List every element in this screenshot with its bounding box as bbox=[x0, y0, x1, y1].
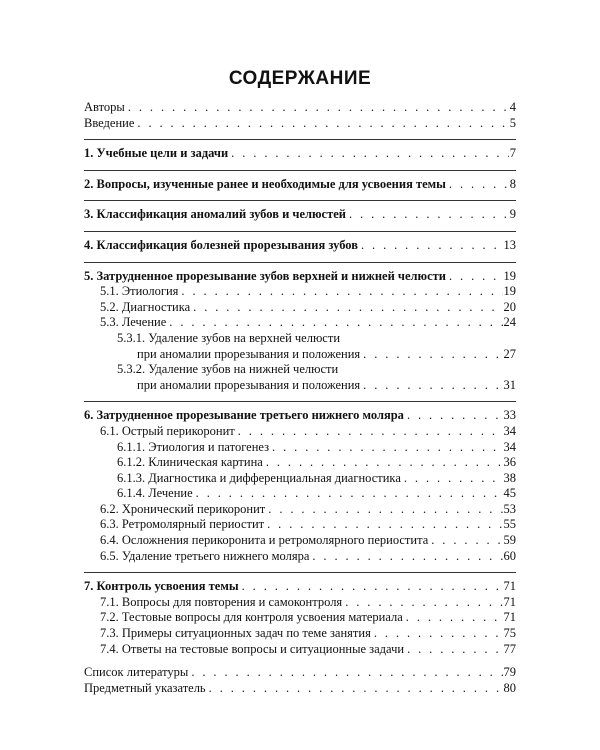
toc-page-number: 13 bbox=[503, 237, 516, 252]
toc-page-number: 53 bbox=[503, 501, 516, 516]
toc-section-4 bbox=[84, 231, 516, 254]
leader-dots bbox=[363, 347, 502, 363]
toc-entry-subsubsection bbox=[84, 471, 516, 487]
leader-dots bbox=[242, 579, 503, 595]
leader-dots bbox=[238, 424, 503, 440]
toc-section-1 bbox=[84, 139, 516, 162]
leader-dots bbox=[266, 455, 503, 471]
toc-entry-subsubsection bbox=[84, 347, 516, 363]
leader-dots bbox=[272, 440, 502, 456]
leader-dots bbox=[137, 116, 508, 132]
toc-entry-subsubsection bbox=[84, 440, 516, 456]
toc-label: 6.1. Острый перикоронит bbox=[100, 423, 235, 438]
toc-entry-subsubsection-title: 5.3.1. Удаление зубов на верхней челюсти bbox=[117, 330, 341, 345]
toc-label: 6.1.2. Клиническая картина bbox=[117, 455, 263, 470]
toc-page-number: 9 bbox=[509, 207, 516, 222]
toc-label: 2. Вопросы, изученные ранее и необходимые для усвоения темы bbox=[84, 176, 446, 191]
toc-entry-subsection bbox=[84, 300, 516, 316]
leader-dots bbox=[349, 207, 509, 223]
toc-page-number: 75 bbox=[503, 626, 516, 641]
toc-entry-subsection bbox=[84, 517, 516, 533]
toc-label: 5.2. Диагностика bbox=[100, 299, 191, 314]
toc-page-number: 36 bbox=[503, 455, 516, 470]
leader-dots bbox=[404, 471, 503, 487]
toc-label: Предметный указатель bbox=[84, 680, 206, 695]
leader-dots bbox=[374, 626, 503, 642]
toc-label-continuation: при аномалии прорезывания и положения bbox=[137, 377, 361, 392]
toc-page-number: 34 bbox=[503, 423, 516, 438]
toc-section-5 bbox=[84, 262, 516, 394]
toc-page-number: 77 bbox=[503, 641, 516, 656]
toc-entry-subsection bbox=[84, 284, 516, 300]
toc-page-number: 71 bbox=[503, 594, 516, 609]
leader-dots bbox=[128, 100, 509, 116]
toc-entry-section bbox=[84, 408, 516, 424]
leader-dots bbox=[191, 665, 502, 681]
leader-dots bbox=[209, 681, 503, 697]
toc-entry-authors bbox=[84, 100, 516, 116]
toc-page-number: 33 bbox=[503, 408, 516, 423]
toc-entry-section bbox=[84, 238, 516, 254]
toc-page-number: 19 bbox=[503, 268, 516, 283]
toc-label: 7.1. Вопросы для повторения и самоконтроля bbox=[100, 594, 343, 609]
toc-label: 5.3. Лечение bbox=[100, 315, 167, 330]
toc-label-continuation: при аномалии прорезывания и положения bbox=[137, 346, 361, 361]
toc-label: 6.1.1. Этиология и патогенез bbox=[117, 439, 270, 454]
toc-label: 6.4. Осложнения перикоронита и ретромолярного периостита bbox=[100, 533, 429, 548]
leader-dots bbox=[196, 486, 503, 502]
toc-entry-subsection bbox=[84, 610, 516, 626]
leader-dots bbox=[267, 517, 502, 533]
toc-label: 5. Затрудненное прорезывание зубов верхней и нижней челюсти bbox=[84, 268, 446, 283]
toc-entry-subsection bbox=[84, 549, 516, 565]
toc-label: Введение bbox=[84, 115, 135, 130]
toc-entry-subsection bbox=[84, 502, 516, 518]
toc-label: 7.3. Примеры ситуационных задач по теме занятия bbox=[100, 626, 371, 641]
leader-dots bbox=[312, 549, 502, 565]
toc-page-number: 55 bbox=[503, 517, 516, 532]
toc-page-number: 60 bbox=[503, 548, 516, 563]
toc-label: 6.3. Ретромолярный периостит bbox=[100, 517, 265, 532]
toc-entry-subsubsection-title: 5.3.2. Удаление зубов на нижней челюсти bbox=[117, 362, 339, 377]
toc-page-number: 45 bbox=[503, 486, 516, 501]
toc-label: 6.5. Удаление третьего нижнего моляра bbox=[100, 548, 310, 563]
toc-entry-subsubsection bbox=[84, 455, 516, 471]
table-of-contents bbox=[84, 100, 516, 696]
toc-label: 7. Контроль усвоения темы bbox=[84, 579, 239, 594]
toc-label: 6.2. Хронический перикоронит bbox=[100, 501, 266, 516]
toc-page-number: 8 bbox=[509, 176, 516, 191]
leader-dots bbox=[169, 315, 502, 331]
toc-label: 4. Классификация болезней прорезывания зубов bbox=[84, 237, 358, 252]
toc-section-2 bbox=[84, 170, 516, 193]
toc-entry-subsection bbox=[84, 533, 516, 549]
leader-dots bbox=[449, 177, 509, 193]
toc-label: 6.1.3. Диагностика и дифференциальная диагностика bbox=[117, 470, 401, 485]
toc-entry-subsection bbox=[84, 315, 516, 331]
toc-page-number: 24 bbox=[503, 315, 516, 330]
toc-page-number: 27 bbox=[503, 346, 516, 361]
toc-label: Список литературы bbox=[84, 665, 189, 680]
toc-label: 5.1. Этиология bbox=[100, 284, 179, 299]
toc-page-number: 4 bbox=[509, 100, 516, 114]
toc-entry-subsection bbox=[84, 642, 516, 658]
leader-dots bbox=[181, 284, 502, 300]
toc-page-number: 79 bbox=[503, 665, 516, 680]
toc-entry-subject-index bbox=[84, 681, 516, 697]
toc-entry-subsubsection bbox=[84, 486, 516, 502]
toc-page-number: 5 bbox=[509, 115, 516, 130]
toc-page-number: 19 bbox=[503, 284, 516, 299]
toc-page-number: 34 bbox=[503, 439, 516, 454]
toc-entry-subsection bbox=[84, 626, 516, 642]
leader-dots bbox=[268, 502, 502, 518]
toc-page-number: 71 bbox=[503, 579, 516, 594]
leader-dots bbox=[193, 300, 502, 316]
toc-label: 6.1.4. Лечение bbox=[117, 486, 193, 501]
toc-page-number: 31 bbox=[503, 377, 516, 392]
leader-dots bbox=[231, 146, 509, 162]
toc-label: 7.4. Ответы на тестовые вопросы и ситуационные задачи bbox=[100, 641, 405, 656]
toc-entry-references bbox=[84, 665, 516, 681]
toc-section-6 bbox=[84, 401, 516, 564]
leader-dots bbox=[345, 595, 502, 611]
toc-entry-introduction bbox=[84, 116, 516, 132]
toc-page-number: 80 bbox=[503, 680, 516, 695]
leader-dots bbox=[431, 533, 502, 549]
toc-entry-subsubsection bbox=[84, 378, 516, 394]
toc-entry-section bbox=[84, 579, 516, 595]
toc-page-number: 20 bbox=[503, 299, 516, 314]
toc-page-number: 59 bbox=[503, 533, 516, 548]
toc-label: Авторы bbox=[84, 100, 125, 114]
toc-page-number: 38 bbox=[503, 470, 516, 485]
toc-entry-section bbox=[84, 269, 516, 285]
toc-label: 1. Учебные цели и задачи bbox=[84, 146, 229, 161]
toc-label: 6. Затрудненное прорезывание третьего нижнего моляра bbox=[84, 408, 404, 423]
toc-section-7 bbox=[84, 572, 516, 657]
toc-back-matter bbox=[84, 665, 516, 696]
toc-entry-section bbox=[84, 207, 516, 223]
leader-dots bbox=[406, 610, 503, 626]
leader-dots bbox=[363, 378, 502, 394]
leader-dots bbox=[407, 642, 502, 658]
leader-dots bbox=[361, 238, 503, 254]
leader-dots bbox=[407, 408, 503, 424]
toc-page-number: 71 bbox=[503, 610, 516, 625]
toc-section-3 bbox=[84, 200, 516, 223]
toc-entry-subsection bbox=[84, 424, 516, 440]
leader-dots bbox=[449, 269, 503, 285]
toc-page-number: 7 bbox=[509, 146, 516, 161]
page-title: СОДЕРЖАНИЕ bbox=[228, 68, 372, 89]
toc-entry-subsection bbox=[84, 595, 516, 611]
toc-label: 3. Классификация аномалий зубов и челюстей bbox=[84, 207, 346, 222]
toc-entry-section bbox=[84, 146, 516, 162]
toc-label: 7.2. Тестовые вопросы для контроля усвоения материала bbox=[100, 610, 403, 625]
toc-entry-section bbox=[84, 177, 516, 193]
